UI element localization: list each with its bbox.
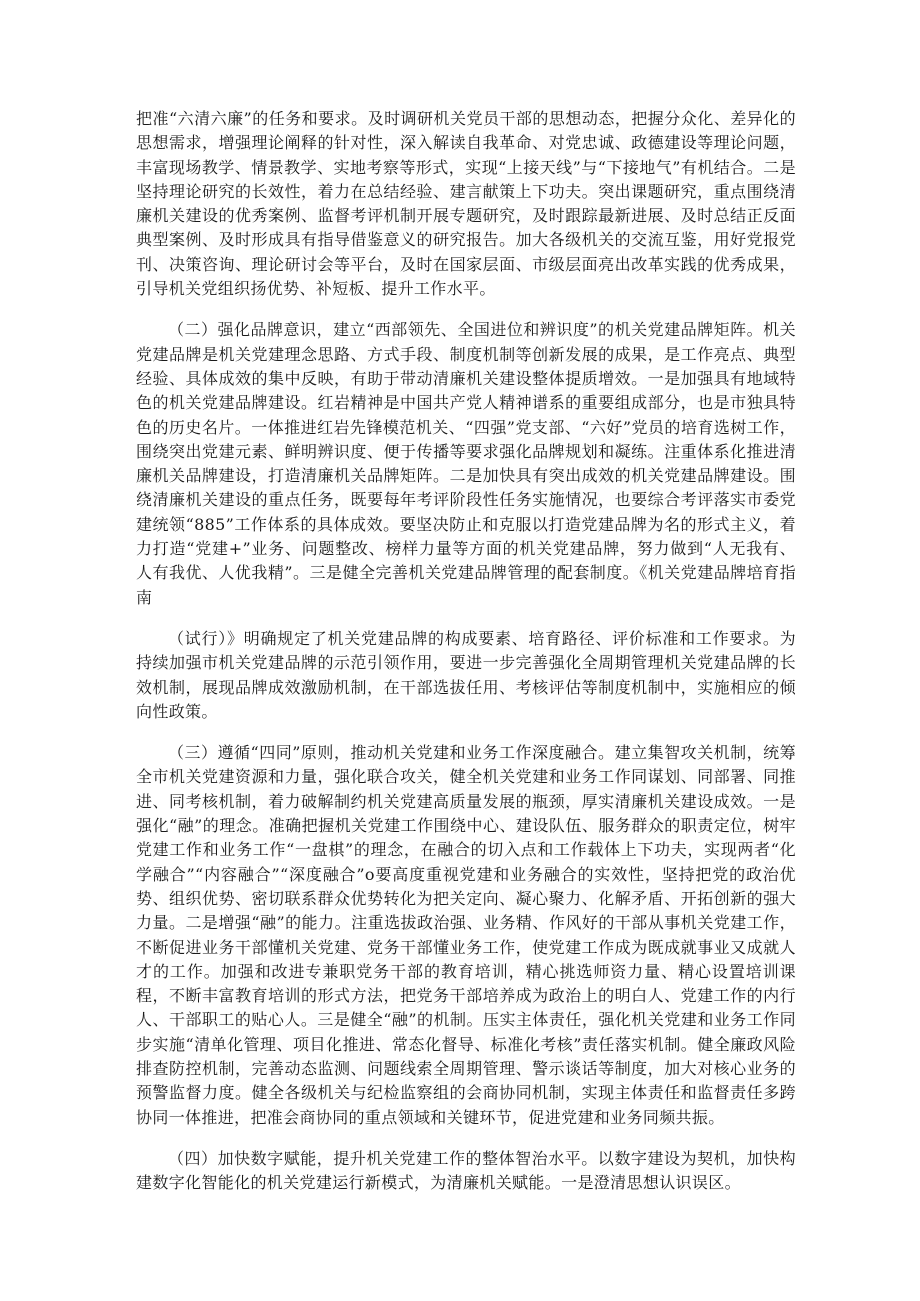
paragraph-5: （四）加快数字赋能，提升机关党建工作的整体智治水平。以数字建设为契机，加快构建数字化智能化的机关党建运行新模式，为清廉机关赋能。一是澄清思想认识误区。 [136, 1148, 796, 1193]
paragraph-3: （试行）》明确规定了机关党建品牌的构成要素、培育路径、评价标准和工作要求。为持续加强市机关党建品牌的示范引领作用，要进一步完善强化全周期管理机关党建品牌的长效机制，展现品牌成效激励机制，在干部选拔任用、考核评估等制度机制中，实施相应的倾向性政策。 [136, 628, 796, 721]
document-body [136, 107, 796, 1212]
paragraph-1: 把准“六清六廉”的任务和要求。及时调研机关党员干部的思想动态，把握分众化、差异化的思想需求，增强理论阐释的针对性，深入解读自我革命、对党忠诚、政德建设等理论问题，丰富现场教学、情景教学、实地考察等形式，实现“上接天线”与“下接地气”有机结合。二是坚持理论研究的长效性，着力在总结经验、建言献策上下功夫。突出课题研究，重点围绕清廉机关建设的优秀案例、监督考评机制开展专题研究，及时跟踪最新进展、及时总结正反面典型案例、及时形成具有指导借鉴意义的研究报告。加大各级机关的交流互鉴，用好党报党刊、决策咨询、理论研讨会等平台，及时在国家层面、市级层面亮出改革实践的优秀成果，引导机关党组织扬优势、补短板、提升工作水平。 [136, 109, 796, 299]
paragraph-4: （三）遵循“四同”原则，推动机关党建和业务工作深度融合。建立集智攻关机制，统筹全市机关党建资源和力量，强化联合攻关，健全机关党建和业务工作同谋划、同部署、同推进、同考核机制，着力破解制约机关党建高质量发展的瓶颈，厚实清廉机关建设成效。一是强化“融”的理念。准确把握机关党建工作围绕中心、建设队伍、服务群众的职责定位，树牢党建工作和业务工作“一盘棋”的理念，在融合的切入点和工作载体上下功夫，实现两者“化学融合”“内容融合”“深度融合”o要高度重视党建和业务融合的实效性，坚持把党的政治优势、组织优势、密切联系群众优势转化为把关定向、凝心聚力、化解矛盾、开拓创新的强大力量。二是增强“融”的能力。注重选拔政治强、业务精、作风好的干部从事机关党建工作，不断促进业务干部懂机关党建、党务干部懂业务工作，使党建工作成为既成就事业又成就人才的工作。加强和改进专兼职党务干部的教育培训，精心挑选师资力量、精心设置培训课程，不断丰富教育培训的形式方法，把党务干部培养成为政治上的明白人、党建工作的内行人、干部职工的贴心人。三是健全“融”的机制。压实主体责任，强化机关党建和业务工作同步实施“清单化管理、项目化推进、常态化督导、标准化考核”责任落实机制。健全廉政风险排查防控机制，完善动态监测、问题线索全周期管理、警示谈话等制度，加大对核心业务的预警监督力度。健全各级机关与纪检监察组的会商协同机制，实现主体责任和监督责任多跨协同一体推进，把准会商协同的重点领域和关键环节，促进党建和业务同频共振。 [136, 743, 796, 1127]
paragraph-2: （二）强化品牌意识，建立“西部领先、全国进位和辨识度”的机关党建品牌矩阵。机关党建品牌是机关党建理念思路、方式手段、制度机制等创新发展的成果，是工作亮点、典型经验、具体成效的集中反映，有助于带动清廉机关建设整体提质增效。一是加强具有地域特色的机关党建品牌建设。红岩精神是中国共产党人精神谱系的重要组成部分，也是市独具特色的历史名片。一体推进红岩先锋模范机关、“四强”党支部、“六好”党员的培育选树工作，围绕突出党建元素、鲜明辨识度、便于传播等要求强化品牌规划和凝练。注重体系化推进清廉机关品牌建设，打造清廉机关品牌矩阵。二是加快具有突出成效的机关党建品牌建设。围绕清廉机关建设的重点任务，既要每年考评阶段性任务实施情况，也要综合考评落实市委党建统领“885”工作体系的具体成效。要坚决防止和克服以打造党建品牌为名的形式主义，着力打造“党建+”业务、问题整改、榜样力量等方面的机关党建品牌，努力做到“人无我有、人有我优、人优我精”。三是健全完善机关党建品牌管理的配套制度。《机关党建品牌培育指南 [136, 320, 796, 607]
